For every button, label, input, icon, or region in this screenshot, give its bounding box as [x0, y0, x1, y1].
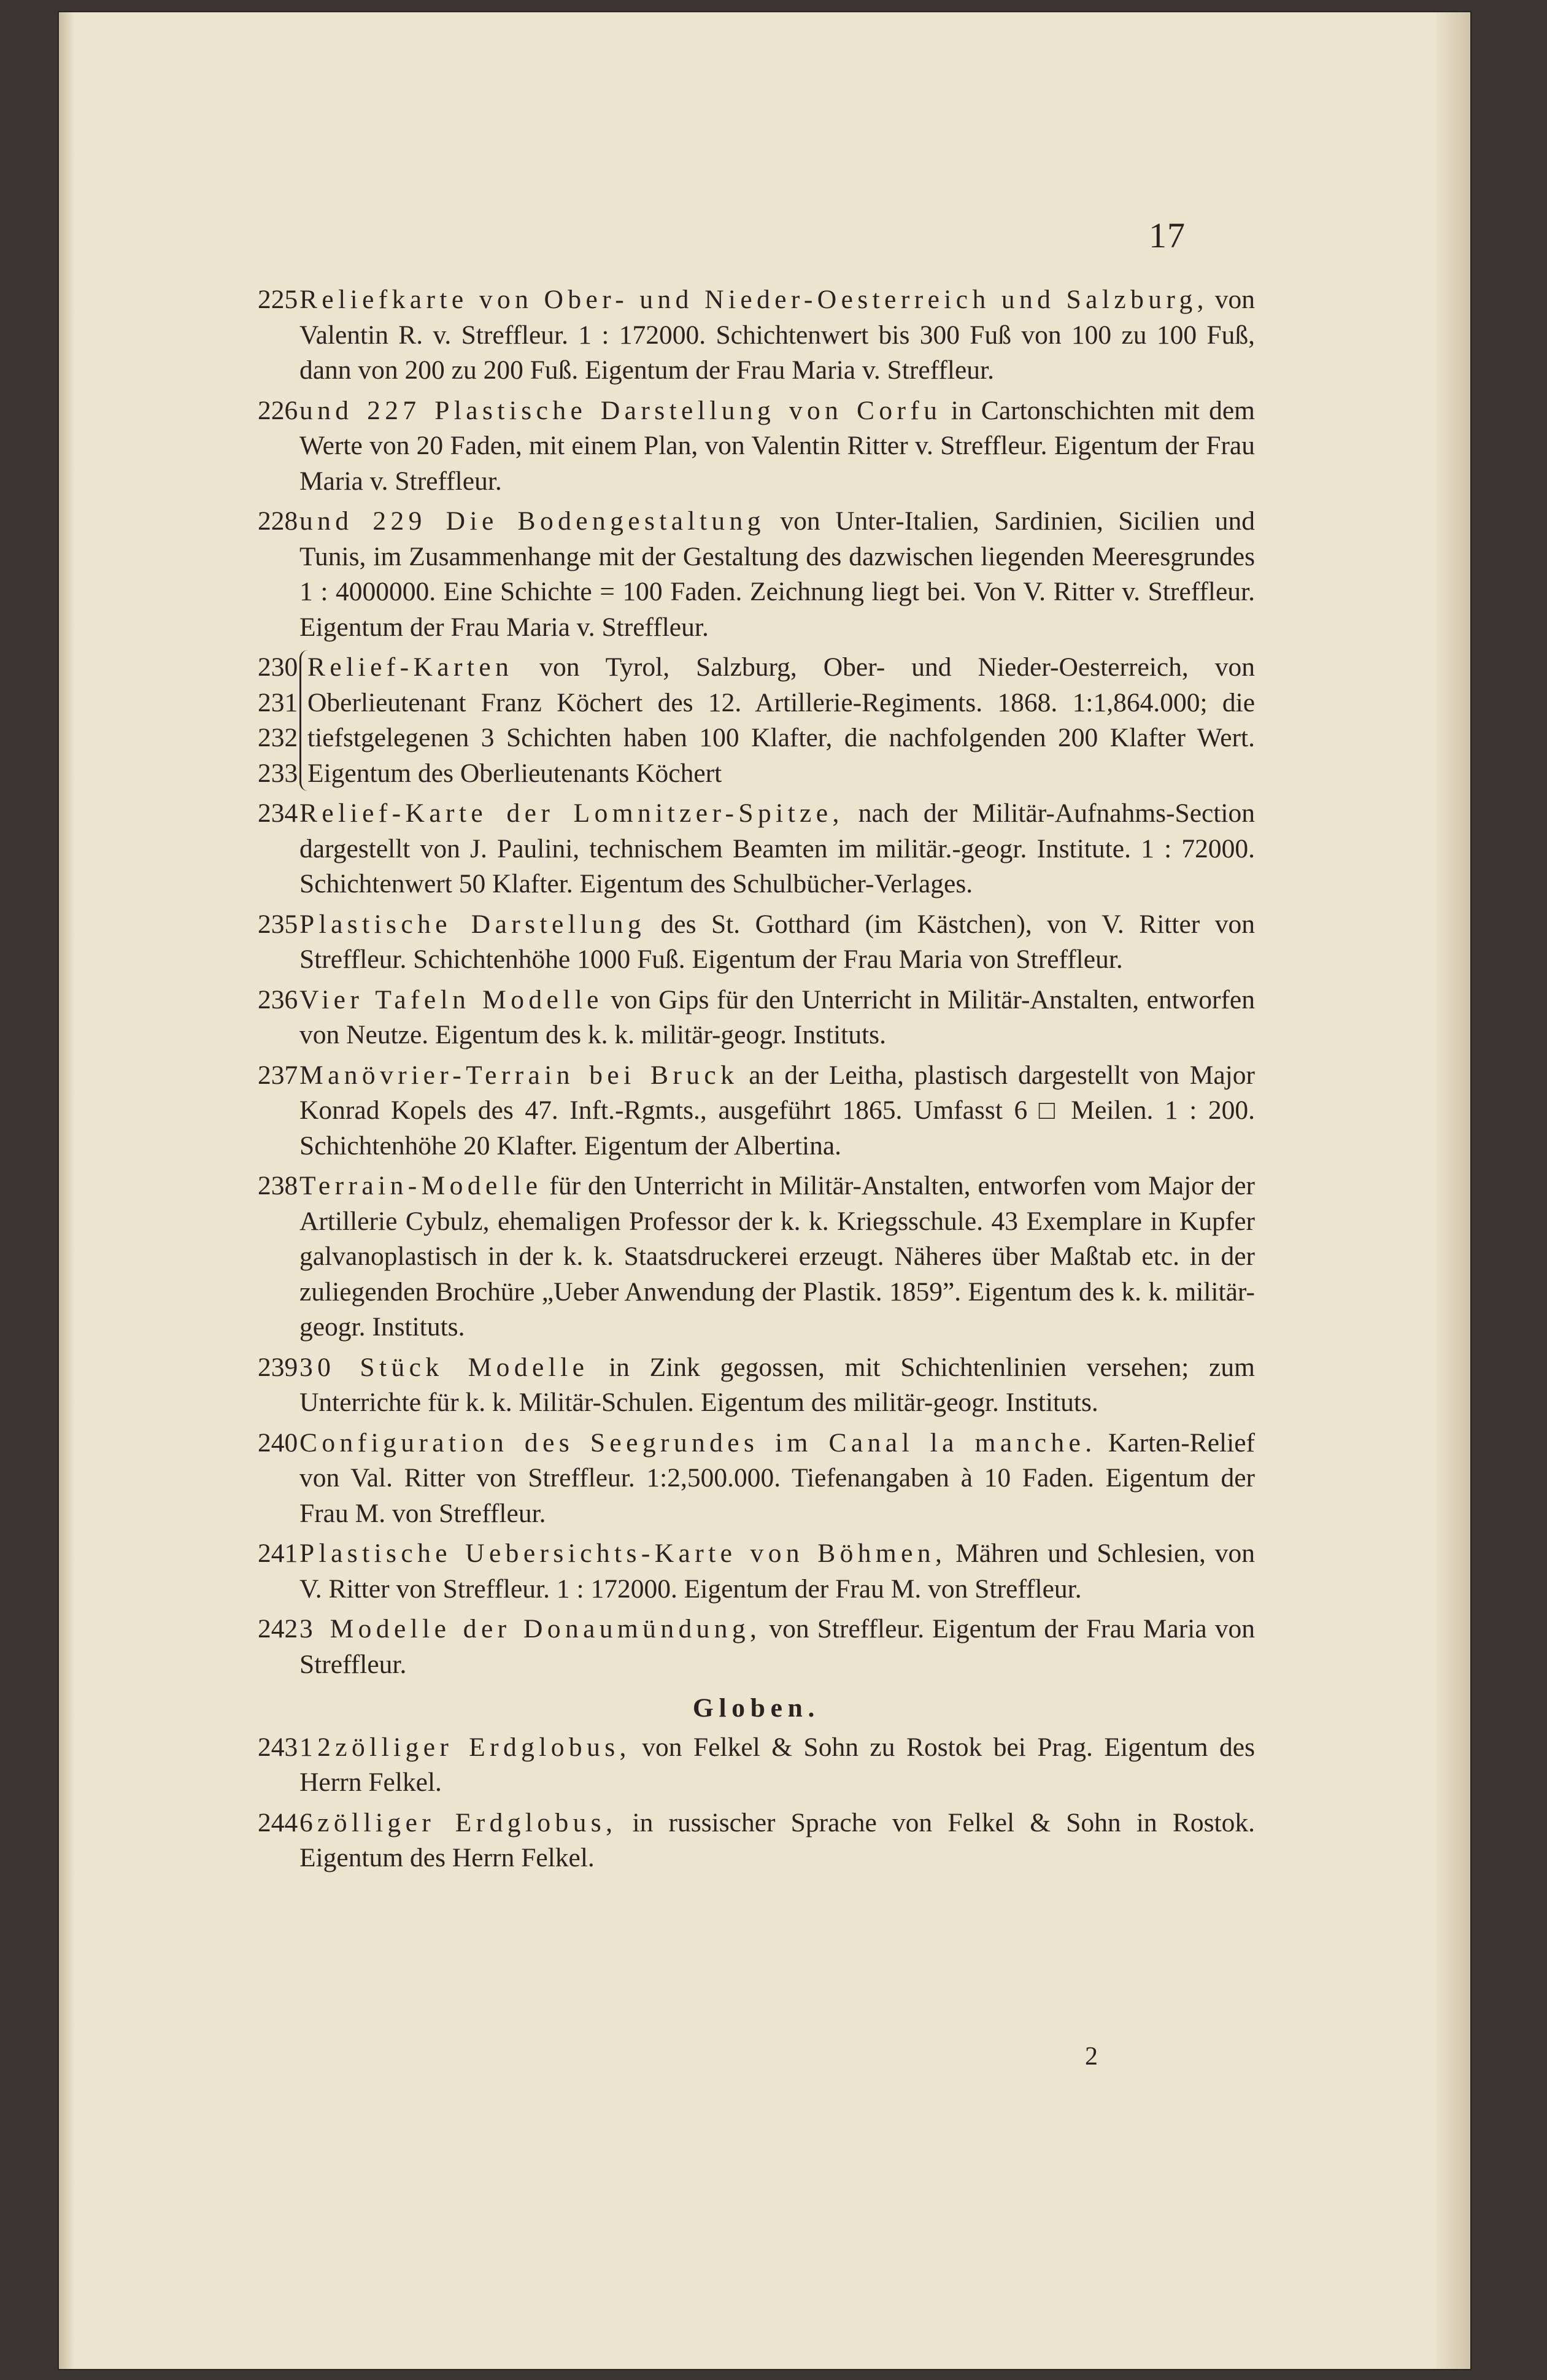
entry-heading: 12zölliger Erdglobus, — [299, 1732, 631, 1762]
entry-text: von Valentin R. v. Streffleur. 1 : 172000. Schichtenwert bis 300 Fuß von 100 zu 100 Fuß, dann von 200 zu 200 Fuß. Eigentum der Frau Maria v. Streffleur. — [299, 285, 1256, 385]
entry-text: von Tyrol, Salzburg, Ober- und Nieder-Oesterreich, von Oberlieutenant Franz Köchert des 12. Artillerie-Regiments. 1868. 1:1,864.000; die tiefstgelegenen 3 Schichten haben 100 Klafter, die nachfolgenden 200 Klafter Wert. Eigentum des Oberlieutenants Köchert — [307, 652, 1255, 788]
entry-number: 240 — [258, 1428, 298, 1458]
entry-number: 244 — [258, 1807, 298, 1837]
entry-heading: Vier Tafeln Modelle — [299, 984, 603, 1014]
entry-heading: 6zölliger Erdglobus, — [299, 1807, 617, 1837]
entry-text: von Gips für den Unterricht in Militär-Anstalten, entworfen von Neutze. Eigentum des k. k. militär-geogr. Instituts. — [299, 984, 1255, 1049]
entry-241 — [258, 1536, 1255, 1607]
entry-237 — [258, 1058, 1255, 1164]
entry-number: 243 — [258, 1732, 298, 1762]
entry-number: 238 — [258, 1171, 298, 1200]
entry-heading: Plastische Uebersichts-Karte von Böhmen, — [299, 1539, 947, 1568]
entry-text: an der Leitha, plastisch dargestellt von Major Konrad Kopels des 47. Inft.-Rgmts., ausgeführt 1865. Umfasst 6 □ Meilen. 1 : 200. Schichtenhöhe 20 Klafter. Eigentum der Albertina. — [299, 1060, 1255, 1161]
entry-heading: und 227 Plastische Darstellung von Corfu — [299, 395, 942, 425]
entry-number: 225 — [258, 285, 298, 314]
entry-heading: Reliefkarte von Ober- und Nieder-Oesterreich und Salzburg, — [299, 285, 1208, 314]
entry-heading: und 229 Die Bodengestaltung — [299, 506, 765, 536]
page-body — [258, 282, 1255, 1881]
entry-heading: Relief-Karten — [307, 652, 514, 682]
entry-text: Karten-Relief von Val. Ritter von Streffleur. 1:2,500.000. Tiefenangaben à 10 Faden. Eigentum der Frau M. von Streffleur. — [299, 1428, 1256, 1528]
entry-number: 236 — [258, 984, 298, 1014]
signature-mark: 2 — [1085, 2042, 1098, 2071]
group-brace-text — [299, 650, 1255, 791]
entry-234 — [258, 796, 1255, 902]
entry-number: 241 — [258, 1539, 298, 1568]
page-number: 17 — [1149, 215, 1186, 255]
group-numbers — [258, 650, 298, 791]
entry-240 — [258, 1426, 1255, 1532]
entry-235 — [258, 907, 1255, 978]
entry-number: 231 — [258, 687, 298, 717]
entry-number: 235 — [258, 909, 298, 939]
book-page — [59, 12, 1470, 2369]
entry-243 — [258, 1730, 1255, 1801]
entry-heading: Manövrier-Terrain bei Bruck — [299, 1060, 739, 1090]
entry-text: des St. Gotthard (im Kästchen), von V. Ritter von Streffleur. Schichtenhöhe 1000 Fuß. Eigentum der Frau Maria von Streffleur. — [299, 909, 1255, 974]
entry-text: von Streffleur. Eigentum der Frau Maria von Streffleur. — [299, 1614, 1255, 1679]
entry-heading: Configuration des Seegrundes im Canal la manche. — [299, 1428, 1097, 1458]
entry-number: 239 — [258, 1352, 298, 1382]
entry-239 — [258, 1350, 1255, 1421]
section-heading: Globen. — [692, 1693, 820, 1723]
entry-heading: 3 Modelle der Donaumündung, — [299, 1614, 762, 1644]
entry-text: in russischer Sprache von Felkel & Sohn in Rostok. Eigentum des Herrn Felkel. — [299, 1807, 1255, 1872]
entry-242 — [258, 1612, 1255, 1682]
entry-238 — [258, 1169, 1255, 1345]
entry-heading: Plastische Darstellung — [299, 909, 646, 939]
entry-text: Mähren und Schlesien, von V. Ritter von Streffleur. 1 : 172000. Eigentum der Frau M. von Streffleur. — [299, 1539, 1255, 1604]
entry-number: 233 — [258, 758, 298, 788]
entry-number: 234 — [258, 798, 298, 828]
entry-number: 226 — [258, 395, 298, 425]
entry-244 — [258, 1806, 1255, 1876]
entry-number: 230 — [258, 652, 298, 682]
entry-text: in Cartonschichten mit dem Werte von 20 Faden, mit einem Plan, von Valentin Ritter v. Streffleur. Eigentum der Frau Maria v. Streffleur. — [299, 395, 1256, 496]
entry-226 — [258, 393, 1255, 500]
entry-heading: Relief-Karte der Lomnitzer-Spitze, — [299, 798, 844, 828]
entry-236 — [258, 983, 1255, 1053]
entry-text: von Unter-Italien, Sardinien, Sicilien und Tunis, im Zusammenhange mit der Gestaltung des dazwischen liegenden Meeresgrundes 1 : 4000000. Eine Schichte = 100 Faden. Zeichnung liegt bei. Von V. Ritter v. Streffleur. Eigentum der Frau Maria v. Streffleur. — [299, 506, 1255, 642]
entry-number: 237 — [258, 1060, 298, 1090]
entry-heading: 30 Stück Modelle — [299, 1352, 589, 1382]
entry-number: 242 — [258, 1614, 298, 1644]
entry-text: nach der Militär-Aufnahms-Section dargestellt von J. Paulini, technischem Beamten im militär.-geogr. Institute. 1 : 72000. Schichtenwert 50 Klafter. Eigentum des Schulbücher-Verlages. — [299, 798, 1255, 898]
entry-228 — [258, 504, 1255, 645]
entry-text: in Zink gegossen, mit Schichtenlinien versehen; zum Unterrichte für k. k. Militär-Schulen. Eigentum des militär-geogr. Instituts. — [299, 1352, 1255, 1417]
entry-heading: Terrain-Modelle — [299, 1171, 542, 1200]
entry-number: 228 — [258, 506, 298, 536]
entry-group-230-233 — [258, 650, 1255, 791]
entry-text: für den Unterricht in Militär-Anstalten, entworfen vom Major der Artillerie Cybulz, ehemaligen Professor der k. k. Kriegsschule. 43 Exemplare in Kupfer galvanoplastisch in der k. k. Staatsdruckerei erzeugt. Näheres über Maßtab etc. in der zuliegenden Brochüre „Ueber Anwendung der Plastik. 1859”. Eigentum des k. k. militär-geogr. Instituts. — [299, 1171, 1255, 1342]
entry-number: 232 — [258, 723, 298, 752]
entry-text: von Felkel & Sohn zu Rostok bei Prag. Eigentum des Herrn Felkel. — [299, 1732, 1255, 1797]
entry-225 — [258, 282, 1255, 388]
